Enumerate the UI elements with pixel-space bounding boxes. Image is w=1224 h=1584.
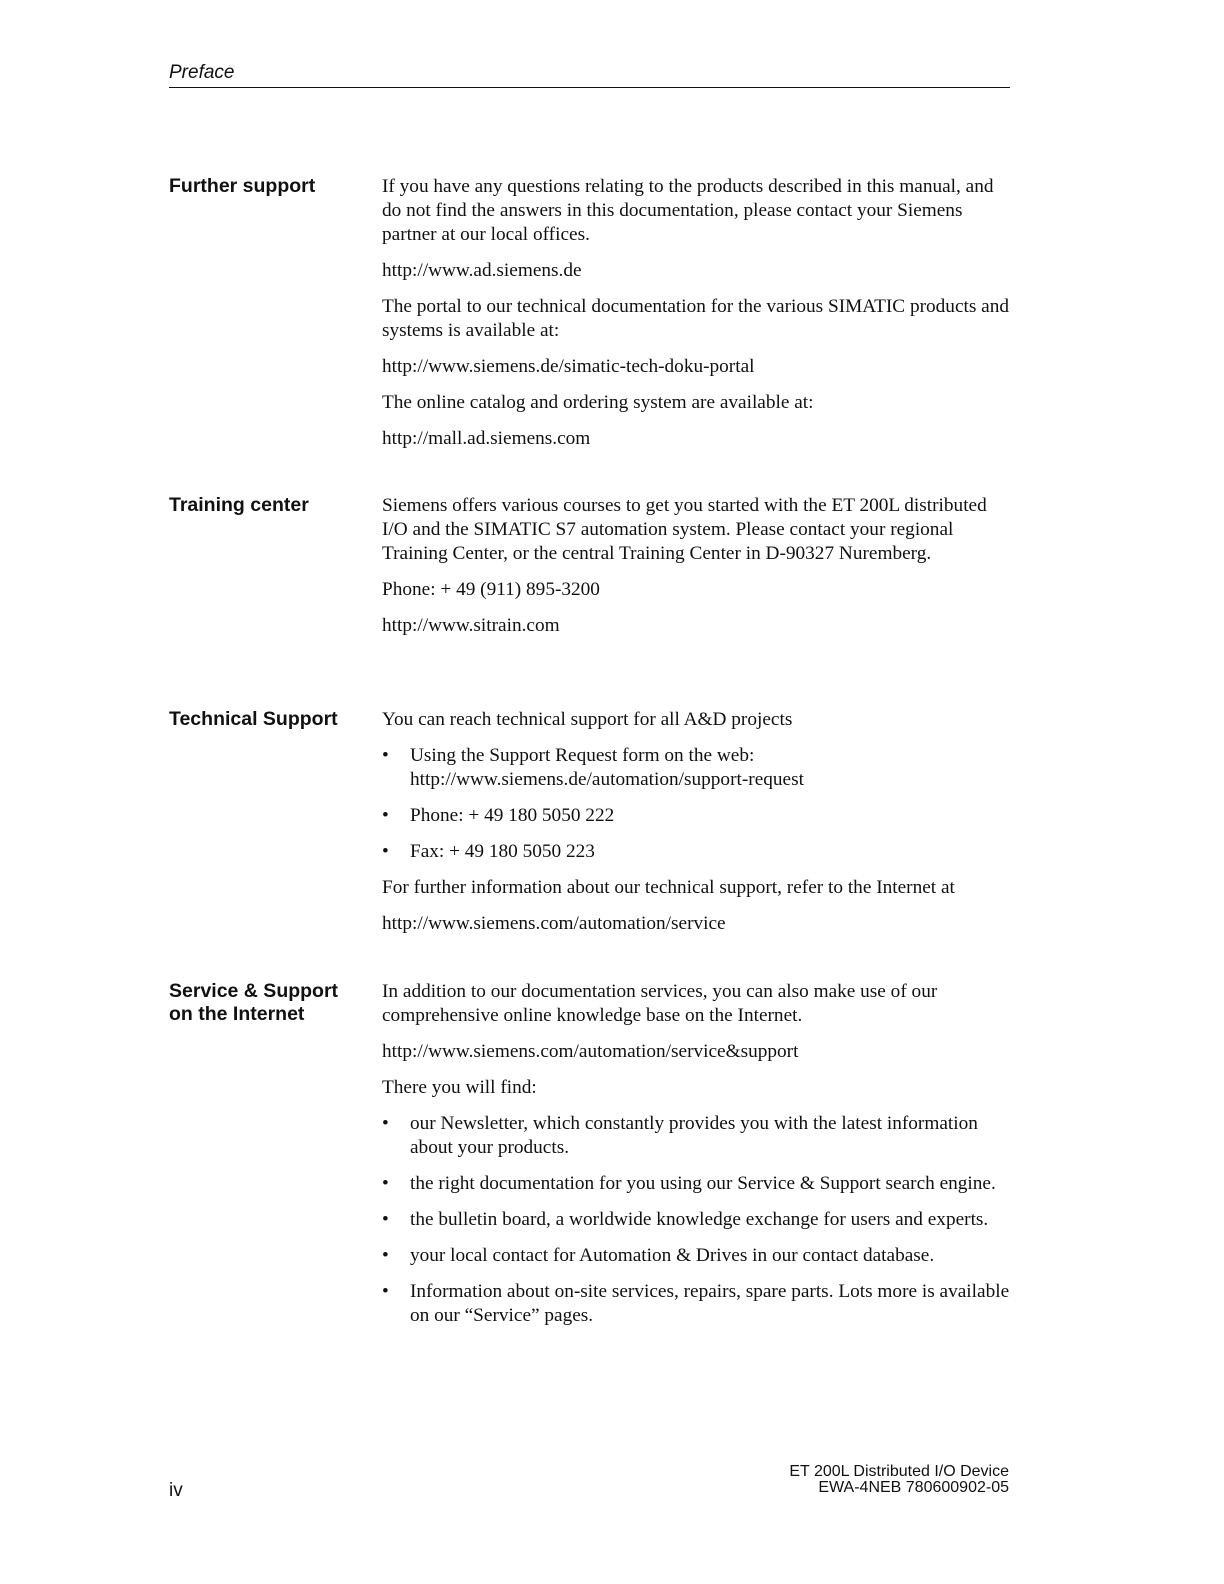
bullet-dot: • [382,1113,389,1134]
bullet-list [382,1112,1010,1328]
url-text: http://www.siemens.com/automation/service&support [382,1041,799,1062]
url-text: http://www.siemens.com/automation/service [382,913,726,934]
section-service-support [169,980,1010,1340]
list-item-text: Phone: + 49 180 5050 222 [410,805,615,826]
footer-doc-title: ET 200L Distributed I/O Device [789,1463,1009,1480]
list-item [382,1280,1010,1328]
page-header-title: Preface [169,62,235,83]
list-item [382,804,1010,828]
section-body [382,494,1010,638]
list-item [382,1172,1010,1196]
section-body [382,980,1010,1328]
url-text: http://mall.ad.siemens.com [382,428,591,449]
section-body [382,708,1010,936]
paragraph: Siemens offers various courses to get you started with the ET 200L distributed I/O and the SIMATIC S7 automation system. Please contact your regional Training Center, or the central Training Center in D-90327 Nuremberg. [382,495,987,564]
url-text: http://www.sitrain.com [382,615,560,636]
footer-doc-id: EWA-4NEB 780600902-05 [818,1479,1009,1496]
section-training-center [169,494,1010,650]
section-further-support [169,175,1010,463]
paragraph: If you have any questions relating to the products described in this manual, and do not find the answers in this documentation, please contact your Siemens partner at our local offices. [382,176,994,245]
list-item [382,840,1010,864]
list-item [382,1112,1010,1160]
section-body [382,175,1010,451]
section-heading: Further support [169,175,316,197]
section-heading [169,980,369,1026]
list-item-text: Fax: + 49 180 5050 223 [410,841,595,862]
footer-doc-info [789,1464,1009,1496]
section-heading: Technical Support [169,708,338,730]
header-rule [169,87,1010,88]
bullet-dot: • [382,1209,389,1230]
section-heading-line: on the Internet [169,1003,305,1025]
paragraph: You can reach technical support for all A&D projects [382,709,793,730]
list-item-text: the right documentation for you using our Service & Support search engine. [410,1173,996,1194]
section-heading-line: Service & Support [169,980,339,1002]
bullet-dot: • [382,745,389,766]
bullet-dot: • [382,1245,389,1266]
list-item-text: our Newsletter, which constantly provides you with the latest information about your products. [410,1113,978,1158]
list-item [382,744,1010,792]
paragraph: For further information about our technical support, refer to the Internet at [382,877,955,898]
url-text: http://www.siemens.de/simatic-tech-doku-portal [382,356,755,377]
list-item-text: Using the Support Request form on the web: [410,745,755,766]
bullet-list [382,744,1010,864]
list-item [382,1208,1010,1232]
paragraph: There you will find: [382,1077,537,1098]
list-item-text: Information about on-site services, repairs, spare parts. Lots more is available on our “Service” pages. [410,1281,1010,1326]
bullet-dot: • [382,841,389,862]
list-item-text: your local contact for Automation & Drives in our contact database. [410,1245,935,1266]
paragraph: The online catalog and ordering system are available at: [382,392,814,413]
url-text: http://www.siemens.de/automation/support-request [410,769,804,790]
section-heading: Training center [169,494,309,516]
paragraph: The portal to our technical documentation for the various SIMATIC products and systems is available at: [382,296,1010,341]
bullet-dot: • [382,1281,389,1302]
phone-text: Phone: + 49 (911) 895-3200 [382,579,600,600]
bullet-dot: • [382,1173,389,1194]
list-item-text: the bulletin board, a worldwide knowledge exchange for users and experts. [410,1209,989,1230]
list-item [382,1244,1010,1268]
page-number: iv [169,1480,183,1501]
paragraph: In addition to our documentation services, you can also make use of our comprehensive online knowledge base on the Internet. [382,981,938,1026]
section-technical-support [169,708,1010,948]
bullet-dot: • [382,805,389,826]
url-text: http://www.ad.siemens.de [382,260,582,281]
